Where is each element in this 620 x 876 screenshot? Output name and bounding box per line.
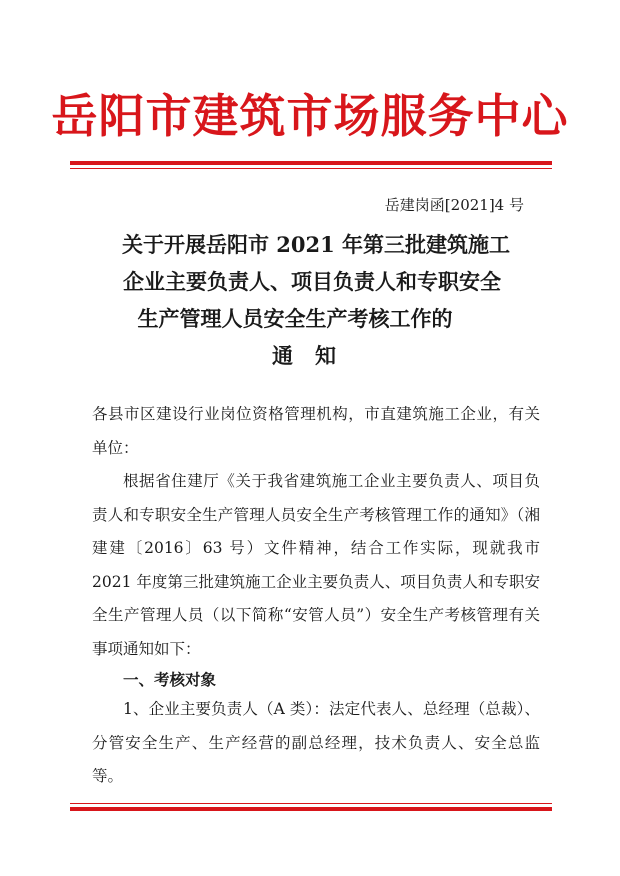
footer-divider-thin — [70, 803, 552, 804]
section-item: 1、企业主要负责人（A 类）：法定代表人、总经理（总裁）、分管安全生产、生产经营的副总经理，技术负责人、安全总监等。 — [92, 700, 540, 785]
notice-title — [0, 226, 620, 374]
title-line: 企业主要负责人、项目负责人和专职安全 — [123, 269, 501, 294]
document-number: 岳建岗函[2021]4 号 — [384, 196, 524, 214]
title-line: 通知 — [272, 343, 358, 368]
header-divider-thick — [70, 161, 552, 165]
salutation: 各县市区建设行业岗位资格管理机构，市直建筑施工企业，有关单位： — [92, 405, 540, 457]
title-line: 关于开展岳阳市 2021 年第三批建筑施工 — [121, 232, 511, 257]
header-divider-thin — [70, 168, 552, 169]
title-line: 生产管理人员安全生产考核工作的 — [137, 306, 453, 331]
footer-divider-thick — [70, 807, 552, 811]
section-heading: 一、考核对象 — [123, 670, 217, 689]
body-paragraph: 根据省住建厅《关于我省建筑施工企业主要负责人、项目负责人和专职安全生产管理人员安全生产考核管理工作的通知》（湘建建〔2016〕63 号）文件精神，结合工作实际，现就我市 2021 年度第三批建筑施工企业主要负责人、项目负责人和专职安全生产管理人员（以下简称“安管人员”）安全生产考核管理有关事项通知如下： — [92, 472, 540, 658]
organization-header: 岳阳市建筑市场服务中心 — [51, 89, 569, 143]
